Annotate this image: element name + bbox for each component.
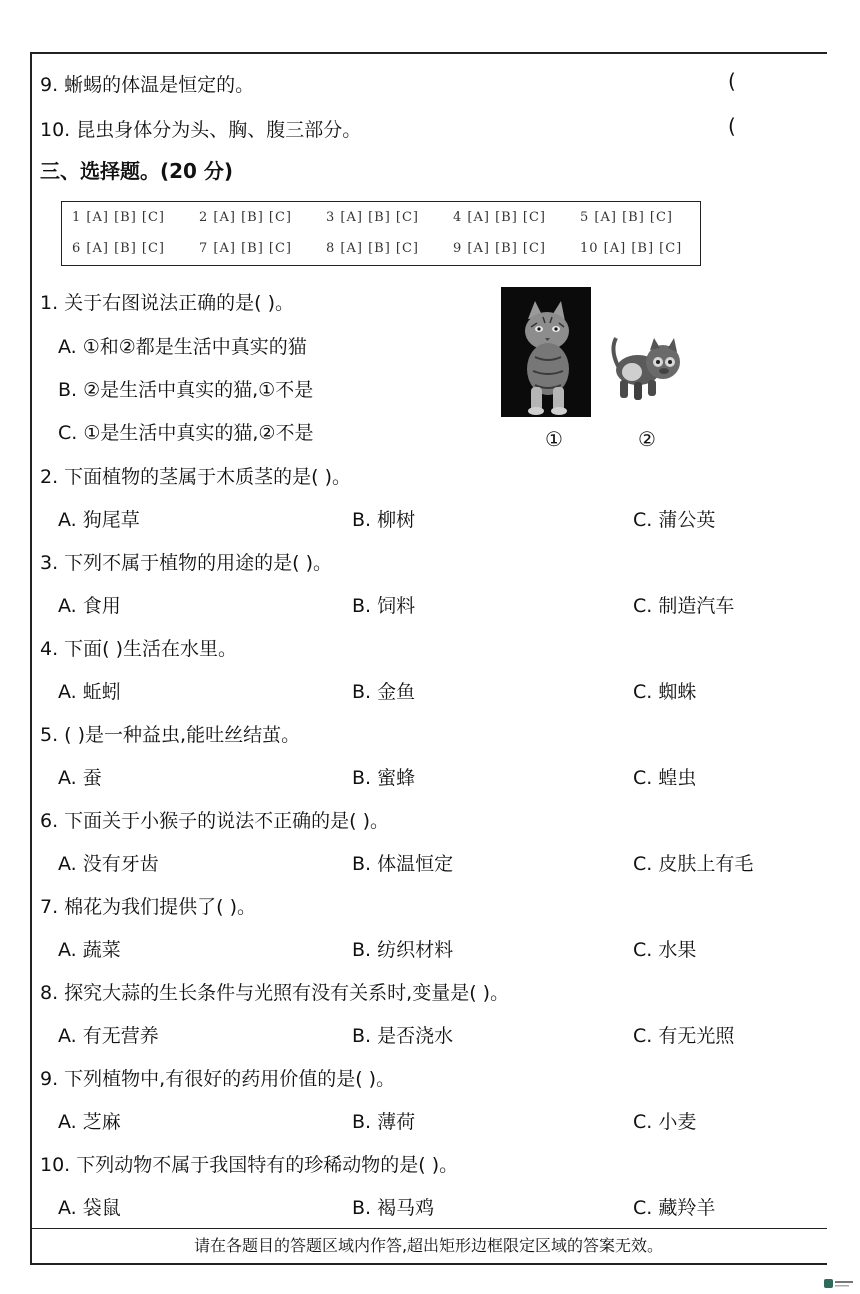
cat-photo-drawing	[501, 287, 591, 417]
question-10-option-b[interactable]: B. 褐马鸡	[352, 1197, 435, 1219]
question-6-stem: 6. 下面关于小猴子的说法不正确的是( )。	[40, 810, 390, 832]
question-4-option-a[interactable]: A. 蚯蚓	[58, 681, 121, 703]
figure-label-2: ②	[638, 427, 656, 451]
question-5-option-a[interactable]: A. 蚕	[58, 767, 102, 789]
question-4-option-b[interactable]: B. 金鱼	[352, 681, 416, 703]
question-3-option-b[interactable]: B. 饲料	[352, 595, 416, 617]
section-title: 三、选择题。(20 分)	[40, 159, 234, 183]
question-3-stem: 3. 下列不属于植物的用途的是( )。	[40, 552, 333, 574]
question-2-stem: 2. 下面植物的茎属于木质茎的是( )。	[40, 466, 352, 488]
question-2-option-c[interactable]: C. 蒲公英	[633, 509, 716, 531]
answer-cell[interactable]: 4 [A] [B] [C]	[453, 210, 546, 225]
toy-cat-image	[608, 330, 688, 410]
question-2-option-a[interactable]: A. 狗尾草	[58, 509, 140, 531]
question-7-option-c[interactable]: C. 水果	[633, 939, 697, 961]
question-8-stem: 8. 探究大蒜的生长条件与光照有没有关系时,变量是( )。	[40, 982, 510, 1004]
toy-cat-drawing	[608, 330, 688, 410]
question-5-option-c[interactable]: C. 蝗虫	[633, 767, 697, 789]
answer-cell[interactable]: 5 [A] [B] [C]	[580, 210, 673, 225]
question-5-stem: 5. ( )是一种益虫,能吐丝结茧。	[40, 724, 301, 746]
question-9-stem: 9. 下列植物中,有很好的药用价值的是( )。	[40, 1068, 396, 1090]
answer-cell[interactable]: 7 [A] [B] [C]	[199, 241, 292, 256]
corner-logo-icon	[824, 1275, 854, 1287]
judgement-answer-blank-9[interactable]: (	[728, 69, 736, 93]
question-6-option-c[interactable]: C. 皮肤上有毛	[633, 853, 754, 875]
question-3-option-a[interactable]: A. 食用	[58, 595, 121, 617]
footer-divider	[30, 1228, 827, 1229]
question-10-option-a[interactable]: A. 袋鼠	[58, 1197, 121, 1219]
question-2-option-b[interactable]: B. 柳树	[352, 509, 416, 531]
answer-cell[interactable]: 6 [A] [B] [C]	[72, 241, 165, 256]
question-10-stem: 10. 下列动物不属于我国特有的珍稀动物的是( )。	[40, 1154, 459, 1176]
figure-label-1: ①	[545, 427, 563, 451]
question-8-option-b[interactable]: B. 是否浇水	[352, 1025, 454, 1047]
question-4-stem: 4. 下面( )生活在水里。	[40, 638, 238, 660]
question-1-option-c[interactable]: C. ①是生活中真实的猫,②不是	[58, 422, 314, 444]
question-8-option-c[interactable]: C. 有无光照	[633, 1025, 735, 1047]
answer-cell[interactable]: 3 [A] [B] [C]	[326, 210, 419, 225]
question-5-option-b[interactable]: B. 蜜蜂	[352, 767, 416, 789]
question-9-option-c[interactable]: C. 小麦	[633, 1111, 697, 1133]
answer-sheet-box	[61, 201, 701, 266]
question-1-option-a[interactable]: A. ①和②都是生活中真实的猫	[58, 336, 307, 358]
footer-notice: 请在各题目的答题区域内作答,超出矩形边框限定区域的答案无效。	[193, 1236, 664, 1255]
answer-cell[interactable]: 10 [A] [B] [C]	[580, 241, 683, 256]
answer-cell[interactable]: 2 [A] [B] [C]	[199, 210, 292, 225]
question-9-option-b[interactable]: B. 薄荷	[352, 1111, 416, 1133]
question-10-option-c[interactable]: C. 藏羚羊	[633, 1197, 716, 1219]
question-8-option-a[interactable]: A. 有无营养	[58, 1025, 159, 1047]
question-6-option-a[interactable]: A. 没有牙齿	[58, 853, 159, 875]
answer-cell[interactable]: 1 [A] [B] [C]	[72, 210, 165, 225]
question-6-option-b[interactable]: B. 体温恒定	[352, 853, 454, 875]
question-1-option-b[interactable]: B. ②是生活中真实的猫,①不是	[58, 379, 314, 401]
real-cat-photo	[501, 287, 591, 417]
question-7-stem: 7. 棉花为我们提供了( )。	[40, 896, 257, 918]
judgement-question-9: 9. 蜥蜴的体温是恒定的。	[40, 74, 255, 96]
judgement-answer-blank-10[interactable]: (	[728, 114, 736, 138]
question-7-option-a[interactable]: A. 蔬菜	[58, 939, 121, 961]
question-9-option-a[interactable]: A. 芝麻	[58, 1111, 121, 1133]
answer-cell[interactable]: 8 [A] [B] [C]	[326, 241, 419, 256]
judgement-question-10: 10. 昆虫身体分为头、胸、腹三部分。	[40, 119, 362, 141]
answer-cell[interactable]: 9 [A] [B] [C]	[453, 241, 546, 256]
question-7-option-b[interactable]: B. 纺织材料	[352, 939, 454, 961]
question-1-stem: 1. 关于右图说法正确的是( )。	[40, 292, 295, 314]
question-4-option-c[interactable]: C. 蜘蛛	[633, 681, 697, 703]
question-3-option-c[interactable]: C. 制造汽车	[633, 595, 735, 617]
